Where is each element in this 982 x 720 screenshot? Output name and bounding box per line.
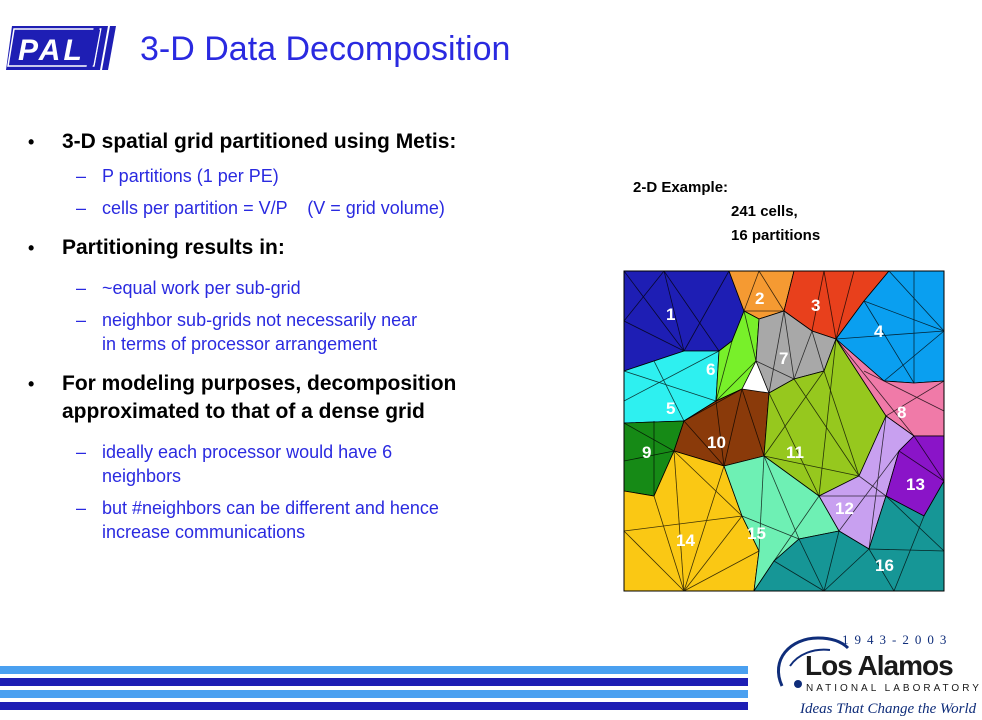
lanl-tagline: Ideas That Change the World	[800, 701, 977, 717]
bullet-list	[28, 128, 588, 544]
partition-label: 13	[906, 475, 925, 494]
sub-bullet: – but #neighbors can be different and hence	[76, 498, 439, 518]
partition-label: 5	[666, 399, 676, 418]
sub-bullet: – ideally each processor would have 6	[76, 442, 393, 462]
example-caption	[633, 176, 820, 248]
partition-label: 11	[786, 443, 804, 462]
partition-grid-diagram	[624, 271, 944, 591]
bullet-text: 3-D spatial grid partitioned using Metis:	[62, 130, 457, 153]
lanl-subtitle: NATIONAL LABORATORY	[806, 683, 982, 694]
footer-stripe	[0, 678, 748, 686]
footer-stripe	[0, 666, 748, 674]
partition-label: 4	[874, 322, 884, 341]
partition-label: 3	[811, 296, 821, 315]
footer-stripe	[0, 702, 748, 710]
pal-logo	[6, 20, 118, 76]
example-heading: 2-D Example:	[633, 179, 729, 196]
sub-bullet: – cells per partition = V/P (V = grid volume)	[76, 198, 445, 218]
partition-label: 1	[666, 305, 676, 324]
lanl-years: 1943-2003	[842, 632, 953, 647]
footer-stripe	[0, 690, 748, 698]
lanl-name: Los Alamos	[805, 650, 953, 681]
sub-bullet: – P partitions (1 per PE)	[76, 166, 279, 186]
page-title: 3-D Data Decomposition	[140, 30, 511, 68]
bullet-item: • Partitioning results in:	[28, 234, 588, 262]
bullet-text: For modeling purposes, decomposition	[62, 372, 457, 395]
partition-label: 9	[642, 443, 652, 462]
partition-label: 15	[747, 524, 766, 543]
partition-label: 2	[755, 289, 765, 308]
bullet-item: • For modeling purposes, decomposition	[28, 370, 588, 398]
partition-label: 6	[706, 360, 716, 379]
partition-label: 16	[875, 556, 894, 575]
bullet-item: • 3-D spatial grid partitioned using Metis:	[28, 128, 588, 156]
partition-label: 7	[779, 349, 789, 368]
sub-bullet: – neighbor sub-grids not necessarily near	[76, 310, 418, 330]
bullet-item-continuation: approximated to that of a dense grid	[62, 400, 425, 423]
sub-bullet-continuation: in terms of processor arrangement	[102, 334, 378, 354]
partition-label: 14	[676, 531, 695, 550]
pal-logo-text: PAL	[18, 34, 85, 67]
partition-label: 8	[897, 403, 907, 422]
sub-bullet-continuation: increase communications	[102, 522, 306, 542]
example-cells: 241 cells,	[731, 203, 798, 220]
partition-label: 10	[707, 433, 726, 452]
sub-bullet-continuation: neighbors	[102, 466, 182, 486]
bullet-text: Partitioning results in:	[62, 236, 285, 259]
sub-bullet: – ~equal work per sub-grid	[76, 278, 301, 298]
partition-label: 12	[835, 499, 854, 518]
footer-stripes	[0, 666, 748, 720]
example-partitions: 16 partitions	[731, 227, 821, 244]
